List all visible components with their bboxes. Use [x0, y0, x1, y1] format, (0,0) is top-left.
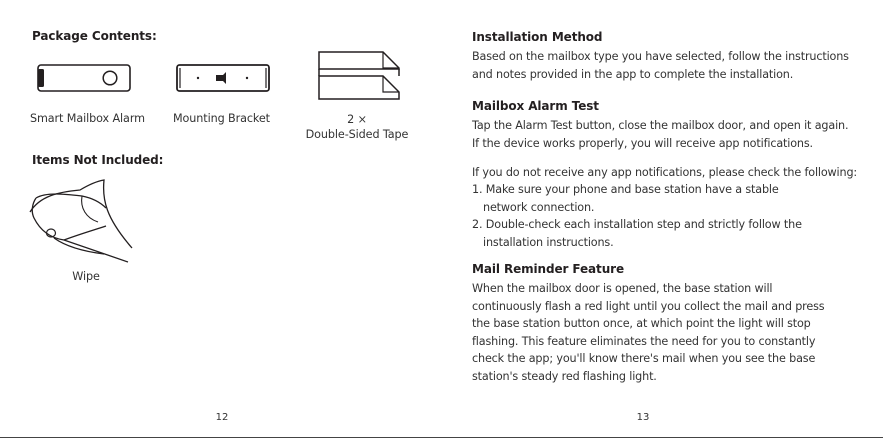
mail-reminder-body: When the mailbox door is opened, the base station will continuously flash a red light until you collect the mail and press the base station button once, at which point the light will stop flashing. This feature eliminates the need for you to constantly check the app; you'll know there's mail when you see the base station's steady red flashing light. [472, 282, 825, 383]
item-caption-mounting-bracket: Mounting Bracket [173, 112, 270, 125]
double-sided-tape-icon [316, 49, 402, 103]
page-number-left: 12 [215, 412, 229, 423]
troubleshoot-step: 2. Double-check each installation step and strictly follow the installation instructions. [472, 218, 802, 249]
item-caption-tape-name: Double-Sided Tape [305, 128, 409, 141]
left-page [0, 0, 441, 442]
mounting-bracket-icon [176, 62, 270, 94]
alarm-test-heading: Mailbox Alarm Test [472, 99, 599, 113]
troubleshoot-steps [472, 181, 822, 251]
page-number-right: 13 [636, 412, 650, 423]
bottom-divider [0, 437, 883, 438]
mailbox-alarm-sensor-icon [37, 62, 131, 94]
hand-wipe-icon [28, 178, 132, 264]
package-contents-heading: Package Contents: [32, 29, 157, 43]
right-page [441, 0, 883, 442]
installation-method-body: Based on the mailbox type you have selected, follow the instructions and notes provided in the app to complete the installation. [472, 50, 849, 81]
troubleshoot-intro: If you do not receive any app notifications, please check the following: [472, 166, 858, 179]
mail-reminder-heading: Mail Reminder Feature [472, 262, 624, 276]
wipe-caption: Wipe [72, 270, 100, 283]
troubleshoot-step: 1. Make sure your phone and base station have a stable network connection. [472, 183, 779, 214]
alarm-test-body: Tap the Alarm Test button, close the mailbox door, and open it again. If the device works properly, you will receive app notifications. [472, 119, 849, 150]
item-caption-mailbox-alarm: Smart Mailbox Alarm [30, 112, 145, 125]
items-not-included-heading: Items Not Included: [32, 153, 164, 167]
installation-method-heading: Installation Method [472, 30, 603, 44]
item-caption-tape-quantity: 2 × [347, 113, 367, 126]
